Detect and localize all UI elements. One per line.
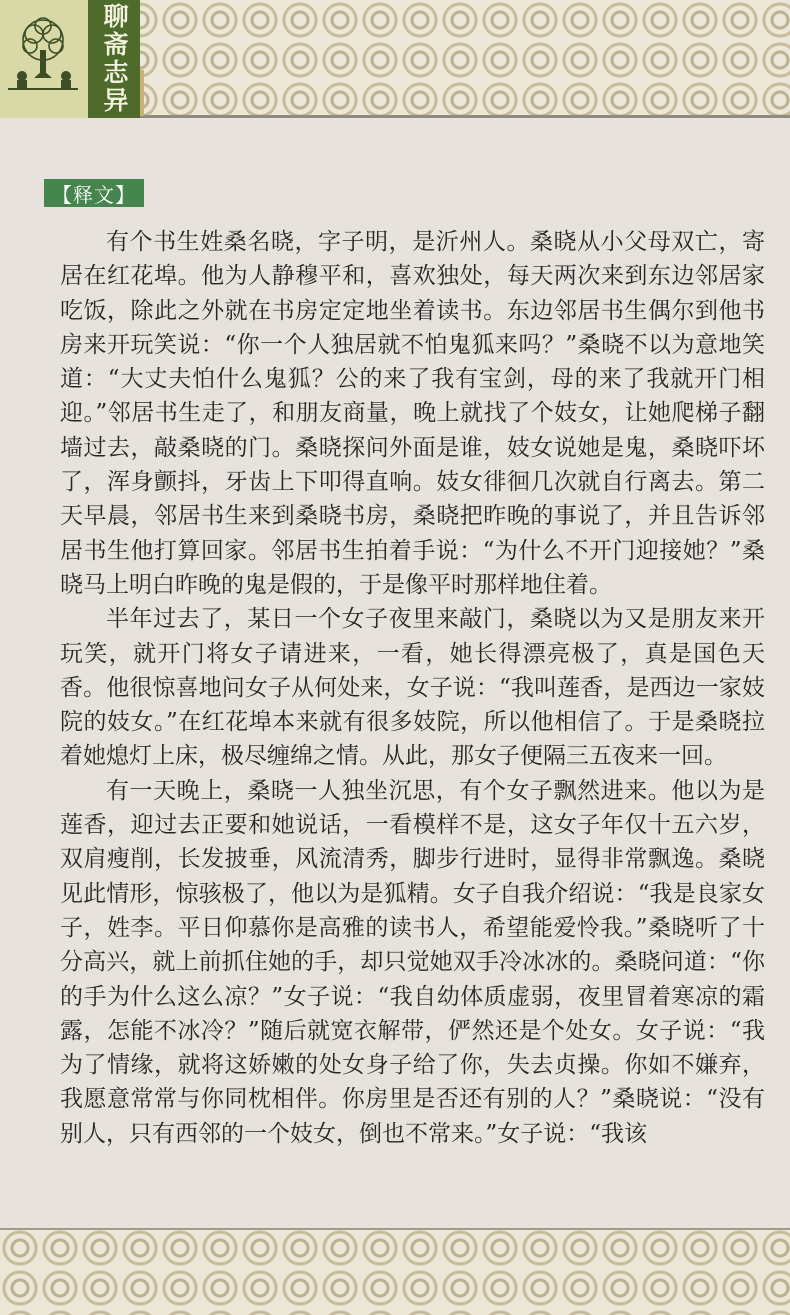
footer-pattern-band [0,1228,790,1315]
header-accent-line [140,70,144,116]
paragraph: 半年过去了，某日一个女子夜里来敲门，桑晓以为又是朋友来开玩笑，就开门将女子请进来，一看，她长得漂亮极了，真是国色天香。他很惊喜地问女子从何处来，女子说：“我叫莲香，是西边一家妓院的妓女。”在红花埠本来就有很多妓院，所以他相信了。于是桑晓拉着她熄灯上床，极尽缠绵之情。从此，那女子便隔三五夜来一回。 [60,606,765,770]
book-title-box [88,0,140,118]
tree-emblem [0,0,88,118]
book-title: 聊斋志异 [100,3,129,115]
tree-icon [4,14,82,94]
paragraph: 有个书生姓桑名晓，字子明，是沂州人。桑晓从小父母双亡，寄居在红花埠。他为人静穆平和，喜欢独处，每天两次来到东边邻居家吃饭，除此之外就在书房定定地坐着读书。东边邻居书生偶尔到他书房来开玩笑说：“你一个人独居就不怕鬼狐来吗？”桑晓不以为意地笑道：“大丈夫怕什么鬼狐？公的来了我有宝剑，母的来了我就开门相迎。”邻居书生走了，和朋友商量，晚上就找了个妓女，让她爬梯子翻墙过去，敲桑晓的门。桑晓探问外面是谁，妓女说她是鬼，桑晓吓坏了，浑身颤抖，牙齿上下叩得直响。妓女徘徊几次就自行离去。第二天早晨，邻居书生来到桑晓书房，桑晓把昨晚的事说了，并且告诉邻居书生他打算回家。邻居书生拍着手说：“为什么不开门迎接她？”桑晓马上明白昨晚的鬼是假的，于是像平时那样地住着。 [60,229,765,598]
paragraph: 有一天晚上，桑晓一人独坐沉思，有个女子飘然进来。他以为是莲香，迎过去正要和她说话，一看模样不是，这女子年仅十五六岁，双肩瘦削，长发披垂，风流清秀，脚步行进时，显得非常飘逸。桑晓见此情形，惊骇极了，他以为是狐精。女子自我介绍说：“我是良家女子，姓李。平日仰慕你是高雅的读书人，希望能爱怜我。”桑晓听了十分高兴，就上前抓住她的手，却只觉她双手冷冰冰的。桑晓问道：“你的手为什么这么凉？”女子说：“我自幼体质虚弱，夜里冒着寒凉的霜露，怎能不冰冷？”随后就宽衣解带，俨然还是个处女。女子说：“我为了情缘，就将这娇嫩的处女身子给了你，失去贞操。你如不嫌弃，我愿意常常与你同枕相伴。你房里是否还有别的人？”桑晓说：“没有别人，只有西邻的一个妓女，倒也不常来。”女子说：“我该 [60,777,765,1147]
section-tag: 【释文】 [44,179,144,207]
body-text [60,225,765,1151]
